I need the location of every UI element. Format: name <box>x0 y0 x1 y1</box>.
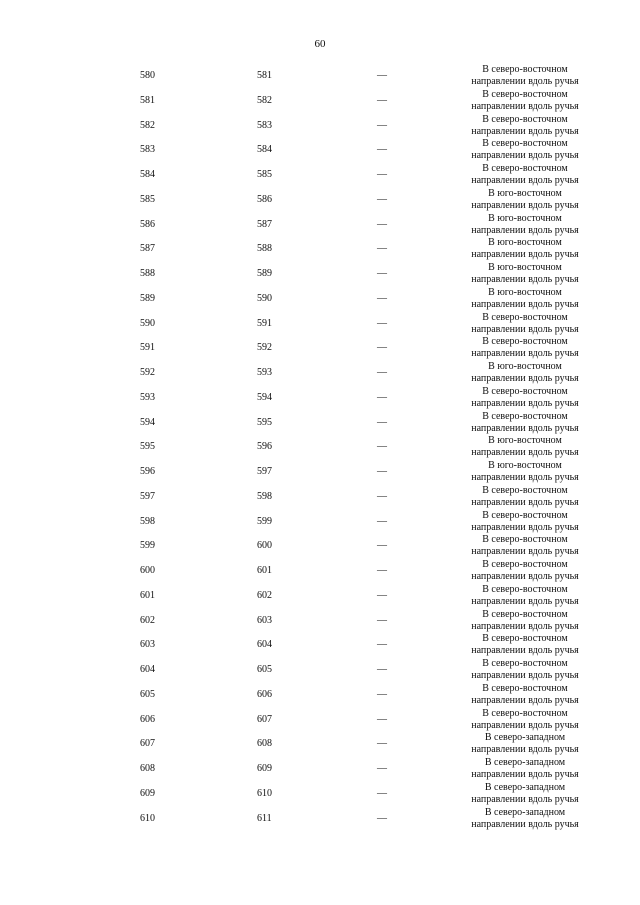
direction-line-2: направлении вдоль ручья <box>471 744 579 756</box>
table-row <box>0 658 640 683</box>
table-row <box>0 510 640 535</box>
direction-description <box>455 114 595 138</box>
point-from: 604 <box>140 664 155 675</box>
direction-line-1: В северо-восточном <box>482 163 568 174</box>
direction-line-2: направлении вдоль ручья <box>471 472 579 483</box>
direction-line-2: направлении вдоль ручья <box>471 769 579 780</box>
direction-description <box>455 559 595 583</box>
table-row <box>0 411 640 436</box>
point-to: 581 <box>257 70 272 81</box>
direction-description <box>455 312 595 336</box>
distance-dash: — <box>377 119 387 131</box>
distance-dash: — <box>377 391 387 403</box>
point-from: 588 <box>140 268 155 279</box>
direction-line-2: направлении вдоль ручья <box>471 125 579 137</box>
distance-dash: — <box>377 169 387 180</box>
point-from: 582 <box>140 119 155 131</box>
direction-line-1: В северо-восточном <box>482 113 568 125</box>
point-from: 595 <box>140 441 155 453</box>
boundary-table <box>0 64 640 831</box>
direction-description <box>455 658 595 682</box>
point-from: 597 <box>140 490 155 502</box>
distance-dash: — <box>377 193 387 205</box>
table-row <box>0 361 640 386</box>
distance-dash: — <box>377 639 387 651</box>
direction-line-1: В северо-восточном <box>482 311 568 323</box>
direction-line-1: В северо-восточном <box>482 509 568 521</box>
direction-line-1: В северо-восточном <box>482 583 568 595</box>
direction-line-2: направлении вдоль ручья <box>471 546 579 558</box>
direction-line-2: направлении вдоль ручья <box>471 249 579 261</box>
point-from: 589 <box>140 292 155 304</box>
distance-dash: — <box>377 292 387 304</box>
distance-dash: — <box>377 540 387 552</box>
point-from: 584 <box>140 169 155 180</box>
direction-line-1: В северо-восточном <box>482 385 568 397</box>
table-row <box>0 534 640 559</box>
table-row <box>0 114 640 139</box>
point-from: 608 <box>140 763 155 774</box>
point-from: 610 <box>140 812 155 824</box>
point-to: 595 <box>257 416 272 428</box>
table-row <box>0 213 640 238</box>
distance-dash: — <box>377 416 387 428</box>
point-from: 602 <box>140 614 155 626</box>
direction-description <box>455 237 595 261</box>
point-to: 589 <box>257 268 272 279</box>
point-to: 593 <box>257 367 272 378</box>
direction-line-2: направлении вдоль ручья <box>471 496 579 508</box>
point-from: 598 <box>140 515 155 527</box>
distance-dash: — <box>377 466 387 477</box>
direction-line-2: направлении вдоль ручья <box>471 323 579 335</box>
table-row <box>0 708 640 733</box>
table-row <box>0 584 640 609</box>
direction-description <box>455 163 595 187</box>
distance-dash: — <box>377 268 387 279</box>
direction-description <box>455 435 595 459</box>
direction-description <box>455 138 595 162</box>
table-row <box>0 435 640 460</box>
direction-line-2: направлении вдоль ручья <box>471 397 579 409</box>
distance-dash: — <box>377 218 387 230</box>
direction-line-1: В северо-восточном <box>482 534 568 546</box>
distance-dash: — <box>377 763 387 774</box>
direction-line-1: В северо-восточном <box>482 658 568 669</box>
distance-dash: — <box>377 94 387 106</box>
distance-dash: — <box>377 664 387 675</box>
point-from: 599 <box>140 540 155 552</box>
distance-dash: — <box>377 243 387 255</box>
point-from: 594 <box>140 416 155 428</box>
point-to: 588 <box>257 243 272 255</box>
direction-line-2: направлении вдоль ручья <box>471 447 579 459</box>
direction-line-1: В северо-восточном <box>482 608 568 620</box>
direction-line-1: В юго-восточном <box>488 237 562 249</box>
distance-dash: — <box>377 812 387 824</box>
direction-line-1: В северо-восточном <box>482 410 568 422</box>
point-to: 592 <box>257 342 272 354</box>
direction-line-1: В северо-западном <box>484 781 566 793</box>
direction-description <box>455 485 595 509</box>
point-to: 605 <box>257 664 272 675</box>
direction-description <box>455 287 595 311</box>
point-from: 607 <box>140 738 155 750</box>
distance-dash: — <box>377 70 387 81</box>
distance-dash: — <box>377 787 387 799</box>
direction-line-2: направлении вдоль ручья <box>471 670 579 681</box>
distance-dash: — <box>377 688 387 700</box>
point-from: 609 <box>140 787 155 799</box>
direction-line-2: направлении вдоль ручья <box>471 620 579 632</box>
direction-line-1: В северо-восточном <box>482 88 568 100</box>
direction-line-2: направлении вдоль ручья <box>471 348 579 360</box>
point-from: 591 <box>140 342 155 354</box>
direction-line-2: направлении вдоль ручья <box>471 793 579 805</box>
point-to: 609 <box>257 763 272 774</box>
point-to: 603 <box>257 614 272 626</box>
direction-line-1: В юго-восточном <box>488 262 562 273</box>
direction-line-2: направлении вдоль ручья <box>471 373 579 384</box>
direction-line-1: В северо-восточном <box>482 707 568 719</box>
direction-line-2: направлении вдоль ручья <box>471 818 579 830</box>
direction-line-2: направлении вдоль ручья <box>471 521 579 533</box>
table-row <box>0 163 640 188</box>
direction-description <box>455 683 595 707</box>
point-to: 583 <box>257 119 272 131</box>
point-to: 604 <box>257 639 272 651</box>
point-to: 591 <box>257 317 272 329</box>
direction-description <box>455 213 595 237</box>
point-to: 601 <box>257 565 272 576</box>
point-from: 603 <box>140 639 155 651</box>
point-from: 581 <box>140 94 155 106</box>
distance-dash: — <box>377 144 387 156</box>
table-row <box>0 64 640 89</box>
direction-description <box>455 411 595 435</box>
direction-description <box>455 534 595 558</box>
direction-line-1: В юго-восточном <box>488 460 562 471</box>
table-row <box>0 633 640 658</box>
table-row <box>0 807 640 832</box>
point-from: 586 <box>140 218 155 230</box>
direction-description <box>455 609 595 633</box>
distance-dash: — <box>377 317 387 329</box>
direction-description <box>455 584 595 608</box>
direction-line-2: направлении вдоль ручья <box>471 595 579 607</box>
point-to: 596 <box>257 441 272 453</box>
point-to: 611 <box>257 812 272 824</box>
point-from: 585 <box>140 193 155 205</box>
direction-line-2: направлении вдоль ручья <box>471 719 579 731</box>
direction-description <box>455 460 595 484</box>
direction-description <box>455 732 595 756</box>
table-row <box>0 287 640 312</box>
distance-dash: — <box>377 367 387 378</box>
distance-dash: — <box>377 738 387 750</box>
point-from: 593 <box>140 391 155 403</box>
point-from: 580 <box>140 70 155 81</box>
point-to: 598 <box>257 490 272 502</box>
table-row <box>0 559 640 584</box>
point-to: 585 <box>257 169 272 180</box>
point-to: 600 <box>257 540 272 552</box>
point-from: 600 <box>140 565 155 576</box>
point-from: 583 <box>140 144 155 156</box>
direction-line-1: В северо-восточном <box>482 484 568 496</box>
point-from: 592 <box>140 367 155 378</box>
point-to: 599 <box>257 515 272 527</box>
direction-description <box>455 64 595 88</box>
point-to: 586 <box>257 193 272 205</box>
direction-line-2: направлении вдоль ручья <box>471 274 579 285</box>
direction-line-1: В юго-восточном <box>488 361 562 372</box>
table-row <box>0 386 640 411</box>
direction-line-2: направлении вдоль ручья <box>471 175 579 186</box>
direction-description <box>455 89 595 113</box>
direction-line-1: В северо-западном <box>484 732 566 744</box>
direction-line-2: направлении вдоль ручья <box>471 150 579 162</box>
table-row <box>0 485 640 510</box>
table-row <box>0 89 640 114</box>
direction-line-2: направлении вдоль ручья <box>471 298 579 310</box>
point-to: 606 <box>257 688 272 700</box>
direction-line-2: направлении вдоль ручья <box>471 100 579 112</box>
direction-line-1: В юго-восточном <box>488 187 562 199</box>
point-to: 584 <box>257 144 272 156</box>
direction-line-1: В северо-восточном <box>482 64 568 75</box>
direction-line-1: В северо-восточном <box>482 336 568 348</box>
point-from: 590 <box>140 317 155 329</box>
table-row <box>0 609 640 634</box>
direction-line-1: В северо-западном <box>484 757 566 768</box>
direction-line-1: В юго-восточном <box>488 212 562 224</box>
point-from: 596 <box>140 466 155 477</box>
table-row <box>0 262 640 287</box>
direction-description <box>455 336 595 360</box>
page-number: 60 <box>314 38 326 50</box>
direction-line-1: В северо-западном <box>484 806 566 818</box>
direction-line-1: В юго-восточном <box>488 435 562 447</box>
table-row <box>0 782 640 807</box>
direction-line-2: направлении вдоль ручья <box>471 199 579 211</box>
point-to: 590 <box>257 292 272 304</box>
direction-description <box>455 510 595 534</box>
direction-description <box>455 757 595 781</box>
table-row <box>0 336 640 361</box>
point-from: 606 <box>140 713 155 725</box>
direction-line-2: направлении вдоль ручья <box>471 422 579 434</box>
direction-description <box>455 361 595 385</box>
point-to: 607 <box>257 713 272 725</box>
point-from: 605 <box>140 688 155 700</box>
point-to: 597 <box>257 466 272 477</box>
direction-line-1: В северо-восточном <box>482 682 568 694</box>
point-to: 610 <box>257 787 272 799</box>
point-to: 608 <box>257 738 272 750</box>
point-to: 587 <box>257 218 272 230</box>
table-row <box>0 683 640 708</box>
distance-dash: — <box>377 342 387 354</box>
table-row <box>0 757 640 782</box>
direction-description <box>455 782 595 806</box>
direction-description <box>455 708 595 732</box>
direction-line-2: направлении вдоль ручья <box>471 224 579 236</box>
table-row <box>0 312 640 337</box>
direction-line-2: направлении вдоль ручья <box>471 76 579 87</box>
direction-description <box>455 262 595 286</box>
point-from: 587 <box>140 243 155 255</box>
distance-dash: — <box>377 515 387 527</box>
direction-line-2: направлении вдоль ручья <box>471 571 579 582</box>
direction-description <box>455 807 595 831</box>
distance-dash: — <box>377 441 387 453</box>
direction-description <box>455 188 595 212</box>
distance-dash: — <box>377 589 387 601</box>
table-row <box>0 188 640 213</box>
direction-line-1: В юго-восточном <box>488 286 562 298</box>
point-to: 602 <box>257 589 272 601</box>
direction-description <box>455 386 595 410</box>
distance-dash: — <box>377 614 387 626</box>
direction-line-1: В северо-восточном <box>482 138 568 150</box>
direction-line-1: В северо-восточном <box>482 633 568 645</box>
table-row <box>0 138 640 163</box>
point-to: 594 <box>257 391 272 403</box>
direction-line-2: направлении вдоль ручья <box>471 645 579 657</box>
point-from: 601 <box>140 589 155 601</box>
distance-dash: — <box>377 713 387 725</box>
direction-line-2: направлении вдоль ручья <box>471 694 579 706</box>
distance-dash: — <box>377 490 387 502</box>
point-to: 582 <box>257 94 272 106</box>
table-row <box>0 460 640 485</box>
table-row <box>0 237 640 262</box>
table-row <box>0 732 640 757</box>
direction-description <box>455 633 595 657</box>
distance-dash: — <box>377 565 387 576</box>
direction-line-1: В северо-восточном <box>482 559 568 570</box>
